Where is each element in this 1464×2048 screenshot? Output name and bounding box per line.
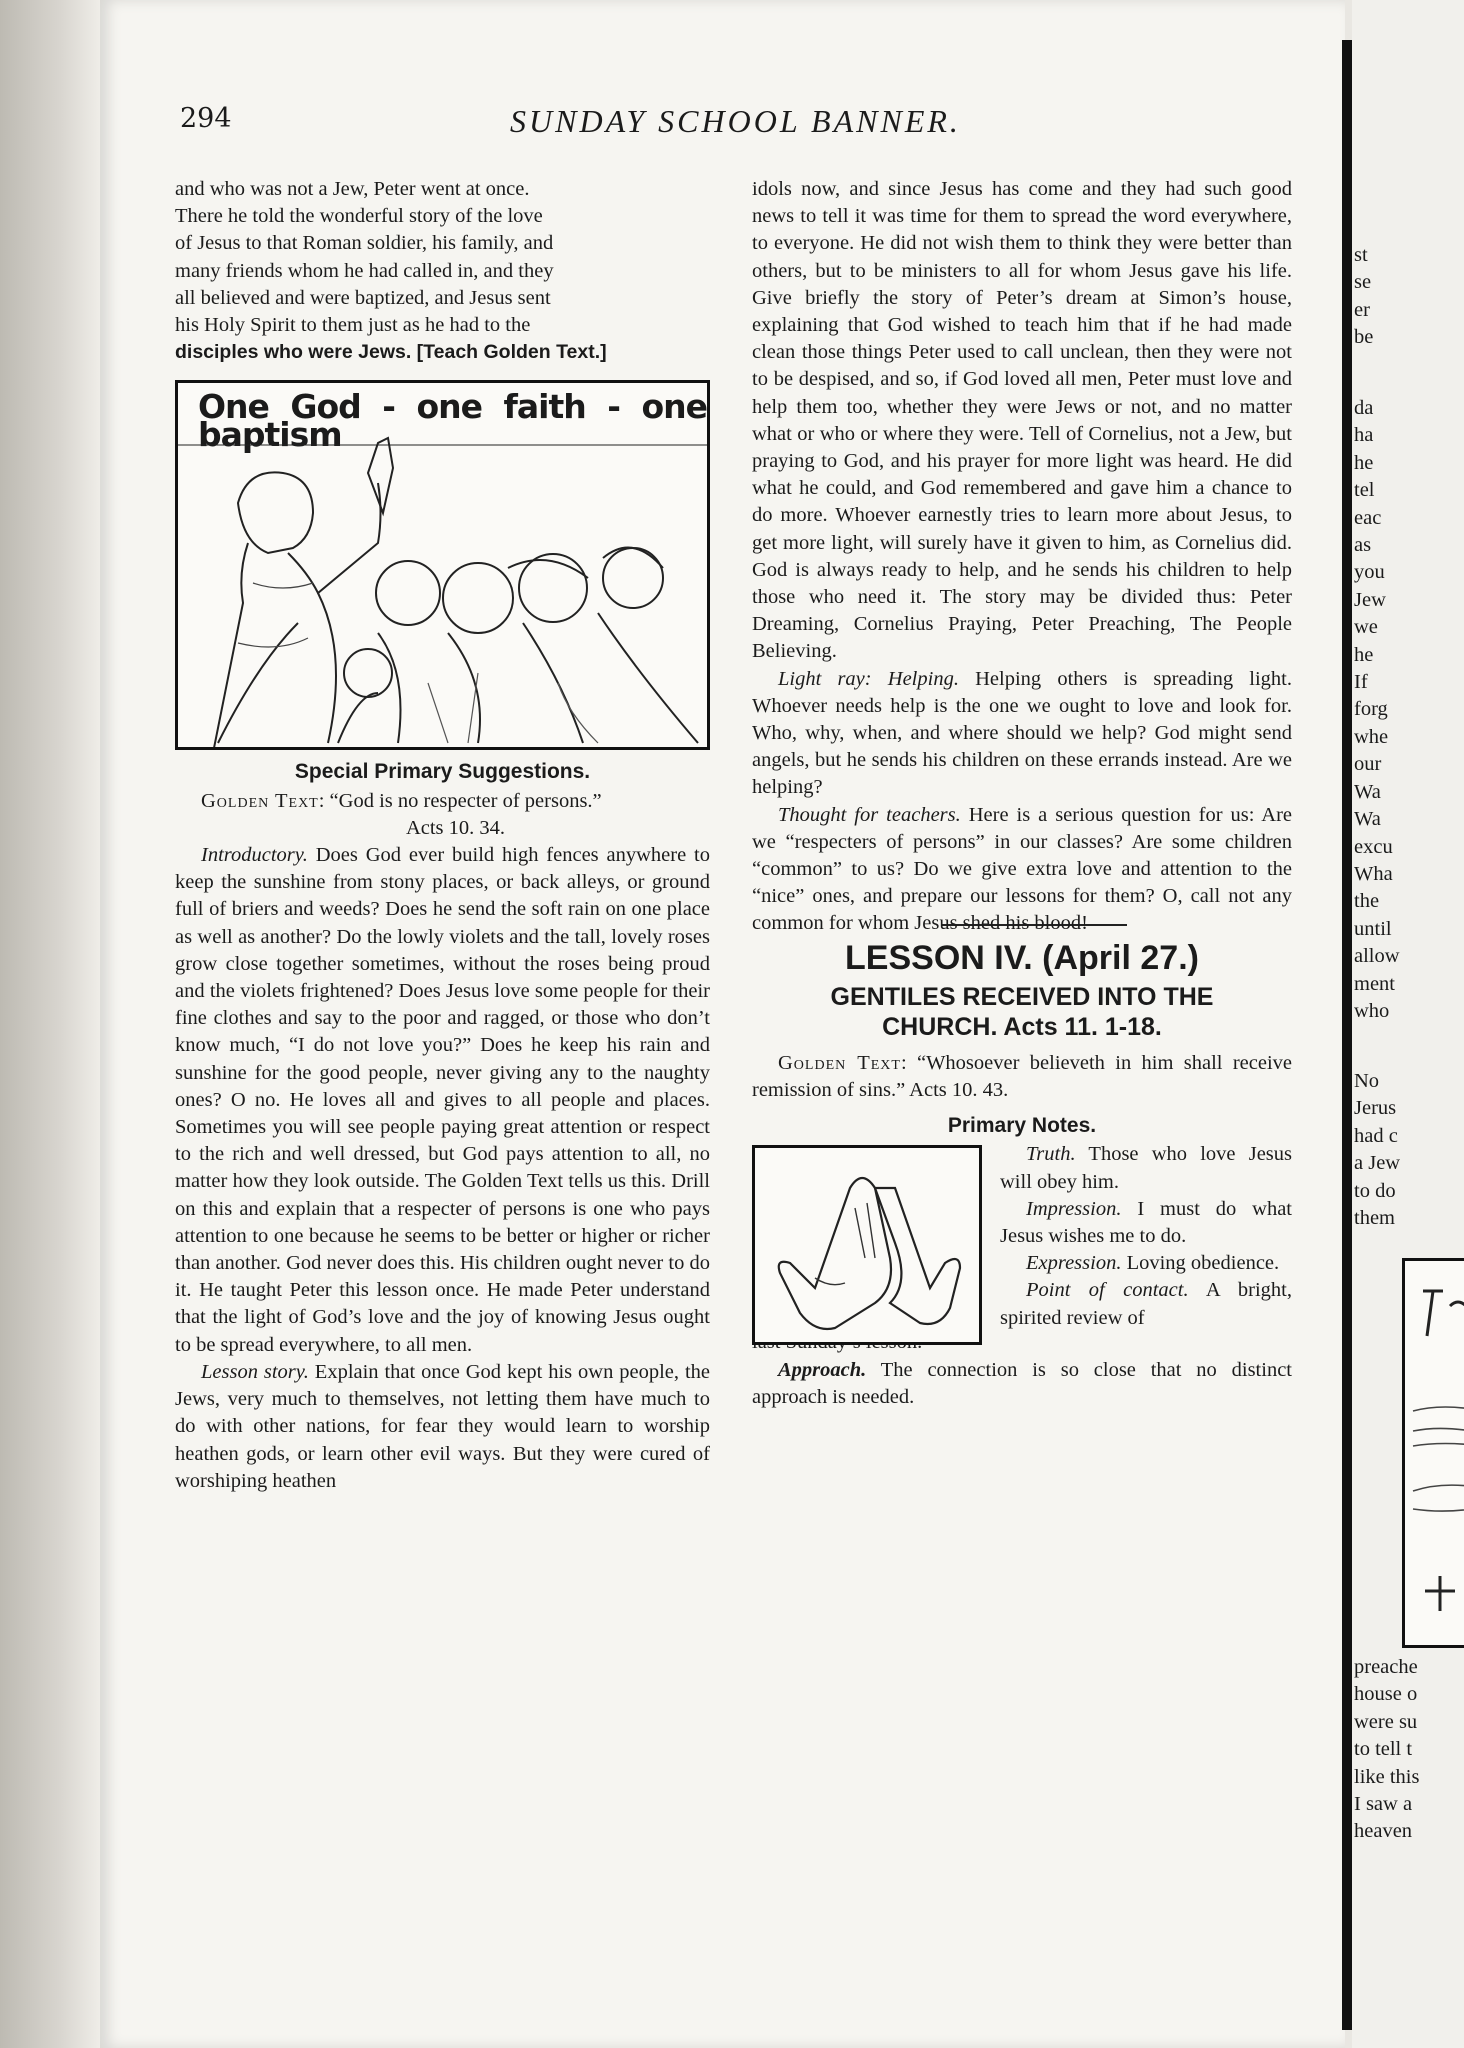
fragment-line: Jerus <box>1354 1097 1397 1120</box>
baptism-drawing <box>178 383 707 747</box>
fragment-line: preache <box>1354 1656 1418 1678</box>
fragment-line: had c <box>1354 1124 1398 1147</box>
illustration-baptism <box>175 380 710 750</box>
thought-paragraph <box>752 802 1292 938</box>
page-header <box>180 103 1330 143</box>
fragment-line: da <box>1354 397 1374 419</box>
fragment-line: Wa <box>1354 780 1381 803</box>
fragment-line: Jew <box>1354 588 1386 611</box>
thought-label: Thought for teachers. <box>778 803 961 826</box>
next-page-lines-top <box>1354 242 1373 352</box>
fragment-line: whe <box>1354 725 1389 748</box>
fragment-line: heaven <box>1354 1820 1413 1843</box>
impression-label: Impression. <box>1026 1197 1122 1220</box>
next-page-drawing <box>1405 1261 1464 1645</box>
opening-line: There he told the wonderful story of the love <box>175 205 543 228</box>
fragment-line: our <box>1354 753 1382 776</box>
praying-hands-illustration <box>752 1145 982 1345</box>
contact-label: Point of contact. <box>1026 1279 1189 1302</box>
contact-text: A bright, spirited review of <box>1000 1279 1292 1329</box>
fragment-line: the <box>1354 890 1380 913</box>
fragment-line: Wha <box>1354 862 1393 885</box>
fragment-line: ha <box>1354 424 1374 447</box>
golden-text-right <box>752 1050 1292 1104</box>
fragment-line: tel <box>1354 479 1375 502</box>
impression-text: I must do what Jesus wishes me to do. <box>1000 1197 1293 1247</box>
fragment-line: to tell t <box>1354 1738 1413 1761</box>
impression-note <box>1000 1196 1292 1250</box>
approach-text: The connection is so close that no distinct approach is needed. <box>752 1358 1292 1408</box>
fragment-line: forg <box>1354 698 1388 721</box>
light-ray-text: Helping others is spreading light. Whoever needs help is the one we ought to love and look for. Who, why, when, and where should we help? God might send angels, but he sends his children on these errands instead. Are we helping? <box>752 667 1293 799</box>
golden-text-label: Golden Text <box>778 1051 901 1074</box>
opening-lines <box>175 176 710 366</box>
opening-line: and who was not a Jew, Peter went at once. <box>175 178 530 200</box>
fragment-line: er <box>1354 298 1370 321</box>
fragment-line: st <box>1354 244 1368 266</box>
opening-line: his Holy Spirit to them just as he had to the <box>175 314 531 337</box>
golden-text-quote: : “God is no respecter of persons.” <box>318 789 602 812</box>
fragment-line: I saw a <box>1354 1793 1413 1816</box>
primary-notes-text <box>1000 1141 1292 1331</box>
fragment-line: you <box>1354 561 1385 584</box>
expression-text: Loving obedience. <box>1126 1252 1280 1275</box>
fragment-line: he <box>1354 643 1374 666</box>
golden-text-ref: Acts 10. 34. <box>405 816 506 839</box>
truth-text: Those who love Jesus will obey him. <box>1000 1143 1292 1193</box>
fragment-line: as <box>1354 534 1372 557</box>
next-page-lines-bottom <box>1354 1654 1419 1846</box>
special-primary-heading: Special Primary Suggestions. <box>294 760 591 784</box>
lesson-subtitle-line-1: GENTILES RECEIVED INTO THE <box>830 982 1214 1011</box>
golden-text-quote: : “Whosoever believeth in him shall receive remission of sins.” Acts 10. 43. <box>752 1051 1292 1101</box>
opening-line: many friends whom he had called in, and they <box>175 259 554 282</box>
fragment-line: we <box>1354 616 1378 639</box>
golden-text-label: Golden Text <box>201 789 319 812</box>
fragment-line: allow <box>1354 945 1400 968</box>
truth-note <box>1000 1141 1292 1195</box>
next-page-illustration <box>1402 1258 1464 1648</box>
lesson-title: LESSON IV. (April 27.) <box>845 938 1199 977</box>
fragment-line: who <box>1354 999 1390 1022</box>
lesson-story-paragraph <box>175 1359 710 1495</box>
opening-line: disciples who were Jews. [Teach Golden Text.] <box>175 341 607 364</box>
fragment-line: them <box>1354 1207 1395 1230</box>
next-page-fragment <box>1352 0 1464 2048</box>
illustration-caption: One God - one faith - one baptism <box>198 387 707 454</box>
right-column <box>752 176 1292 1411</box>
page-gutter <box>1342 40 1352 2030</box>
expression-label: Expression. <box>1026 1252 1122 1275</box>
page-number: 294 <box>180 103 232 134</box>
introductory-label: Introductory. <box>201 844 308 867</box>
light-ray-paragraph <box>752 666 1292 802</box>
fragment-line: a Jew <box>1354 1152 1401 1175</box>
truth-label: Truth. <box>1026 1143 1076 1166</box>
fragment-line: excu <box>1354 835 1393 858</box>
primary-notes-heading: Primary Notes. <box>947 1114 1097 1138</box>
fragment-line: he <box>1354 451 1374 474</box>
golden-text-left <box>175 788 710 842</box>
book-edge <box>0 0 100 2048</box>
fragment-line: house o <box>1354 1683 1418 1706</box>
fragment-line: be <box>1354 326 1374 349</box>
lesson-story-text: Explain that once God kept his own people, the Jews, very much to themselves, not letting them have much to do with other nations, for fear they would learn to worship heathen gods, or learn other evil ways. But they were cured of worshiping heathen <box>175 1360 710 1492</box>
fragment-line: until <box>1354 917 1392 940</box>
thought-text: Here is a serious question for us: Are we “respecters of persons” in our classes? Are some children “common” to us? Do we give extra love and attention to the “nice” ones, and prepare our lessons for them? O, call not any common for whom Jesus shed his blood! <box>752 803 1293 935</box>
contact-note <box>1000 1277 1292 1331</box>
lesson-subtitle-line-2: CHURCH. Acts 11. 1-18. <box>882 1012 1162 1041</box>
fragment-line: If <box>1354 671 1368 694</box>
introductory-paragraph <box>175 842 710 1359</box>
praying-hands-icon <box>755 1148 979 1342</box>
lesson-story-label: Lesson story. <box>201 1360 309 1383</box>
fragment-line: to do <box>1354 1179 1396 1202</box>
fragment-line: ment <box>1354 972 1395 995</box>
fragment-line: se <box>1354 271 1372 294</box>
fragment-line: No <box>1354 1070 1380 1092</box>
approach-label: Approach. <box>778 1358 867 1381</box>
opening-line: of Jesus to that Roman soldier, his family, and <box>175 232 554 255</box>
fragment-line: were su <box>1354 1710 1418 1733</box>
fragment-line: eac <box>1354 506 1382 529</box>
opening-line: all believed and were baptized, and Jesus sent <box>175 286 551 309</box>
next-page-lines-low <box>1354 1068 1400 1232</box>
fragment-line: Wa <box>1354 808 1381 831</box>
left-column <box>175 176 710 1495</box>
continuation-paragraph: idols now, and since Jesus has come and they had such good news to tell it was time for them to spread the word everywhere, to everyone. He did not wish them to think they were better than others, but to be ministers to all for whom Jesus gave his life. Give briefly the story of Peter’s dream at Simon’s house, explaining that God wished to teach him that if he had made clean those things Peter used to call unclean, then they were not to be despised, and so, if God loved all men, Peter must love and help them too, whether they were Jews or not, and no matter what or who or where they were. Tell of Cornelius, not a Jew, but praying to God, and his prayer for more light was heard. He did what he could, and God remembered and gave him a chance to do more. Whoever earnestly tries to learn more about Jesus, to get more light, will surely have it given to him, as Cornelius did. God is always ready to help, and he sends his children to help those who need it. The story may be divided thus: Peter Dreaming, Cornelius Praying, Peter Preaching, The People Believing. <box>752 178 1292 663</box>
next-page-lines-mid <box>1354 395 1400 1025</box>
fragment-line: like this <box>1354 1765 1420 1788</box>
expression-note <box>1000 1250 1292 1277</box>
running-title: SUNDAY SCHOOL BANNER. <box>510 103 961 139</box>
light-ray-label: Light ray: Helping. <box>778 667 959 690</box>
introductory-text: Does God ever build high fences anywhere to keep the sunshine from stony places, or back alleys, or ground full of briers and weeds? Does he send the soft rain on one place as well as another? Do the lowly violets and the tall, lovely roses grow close together sometimes, without the roses being proud and the violets frightened? Does Jesus love some people for their fine clothes and say to the poor and ragged, or those who don’t know much, “I do not love you?” Does he keep his rain and sunshine for the good people, never giving any to the naughty ones? O no. He loves all and gives to all people and places. Sometimes you will see people paying great attention or respect to the rich and well dressed, but God pays attention to all, no matter how they look outside. The Golden Text tells us this. Drill on this and explain that a respecter of persons is one who pays attention to one because he seems to be better or higher or richer than another. God never does this. His children ought never to do it. He taught Peter this lesson once. He made Peter understand that the light of God’s love and the joy of knowing Jesus ought to be spread everywhere, to all men. <box>175 844 710 1356</box>
primary-notes-block <box>752 1141 1292 1471</box>
